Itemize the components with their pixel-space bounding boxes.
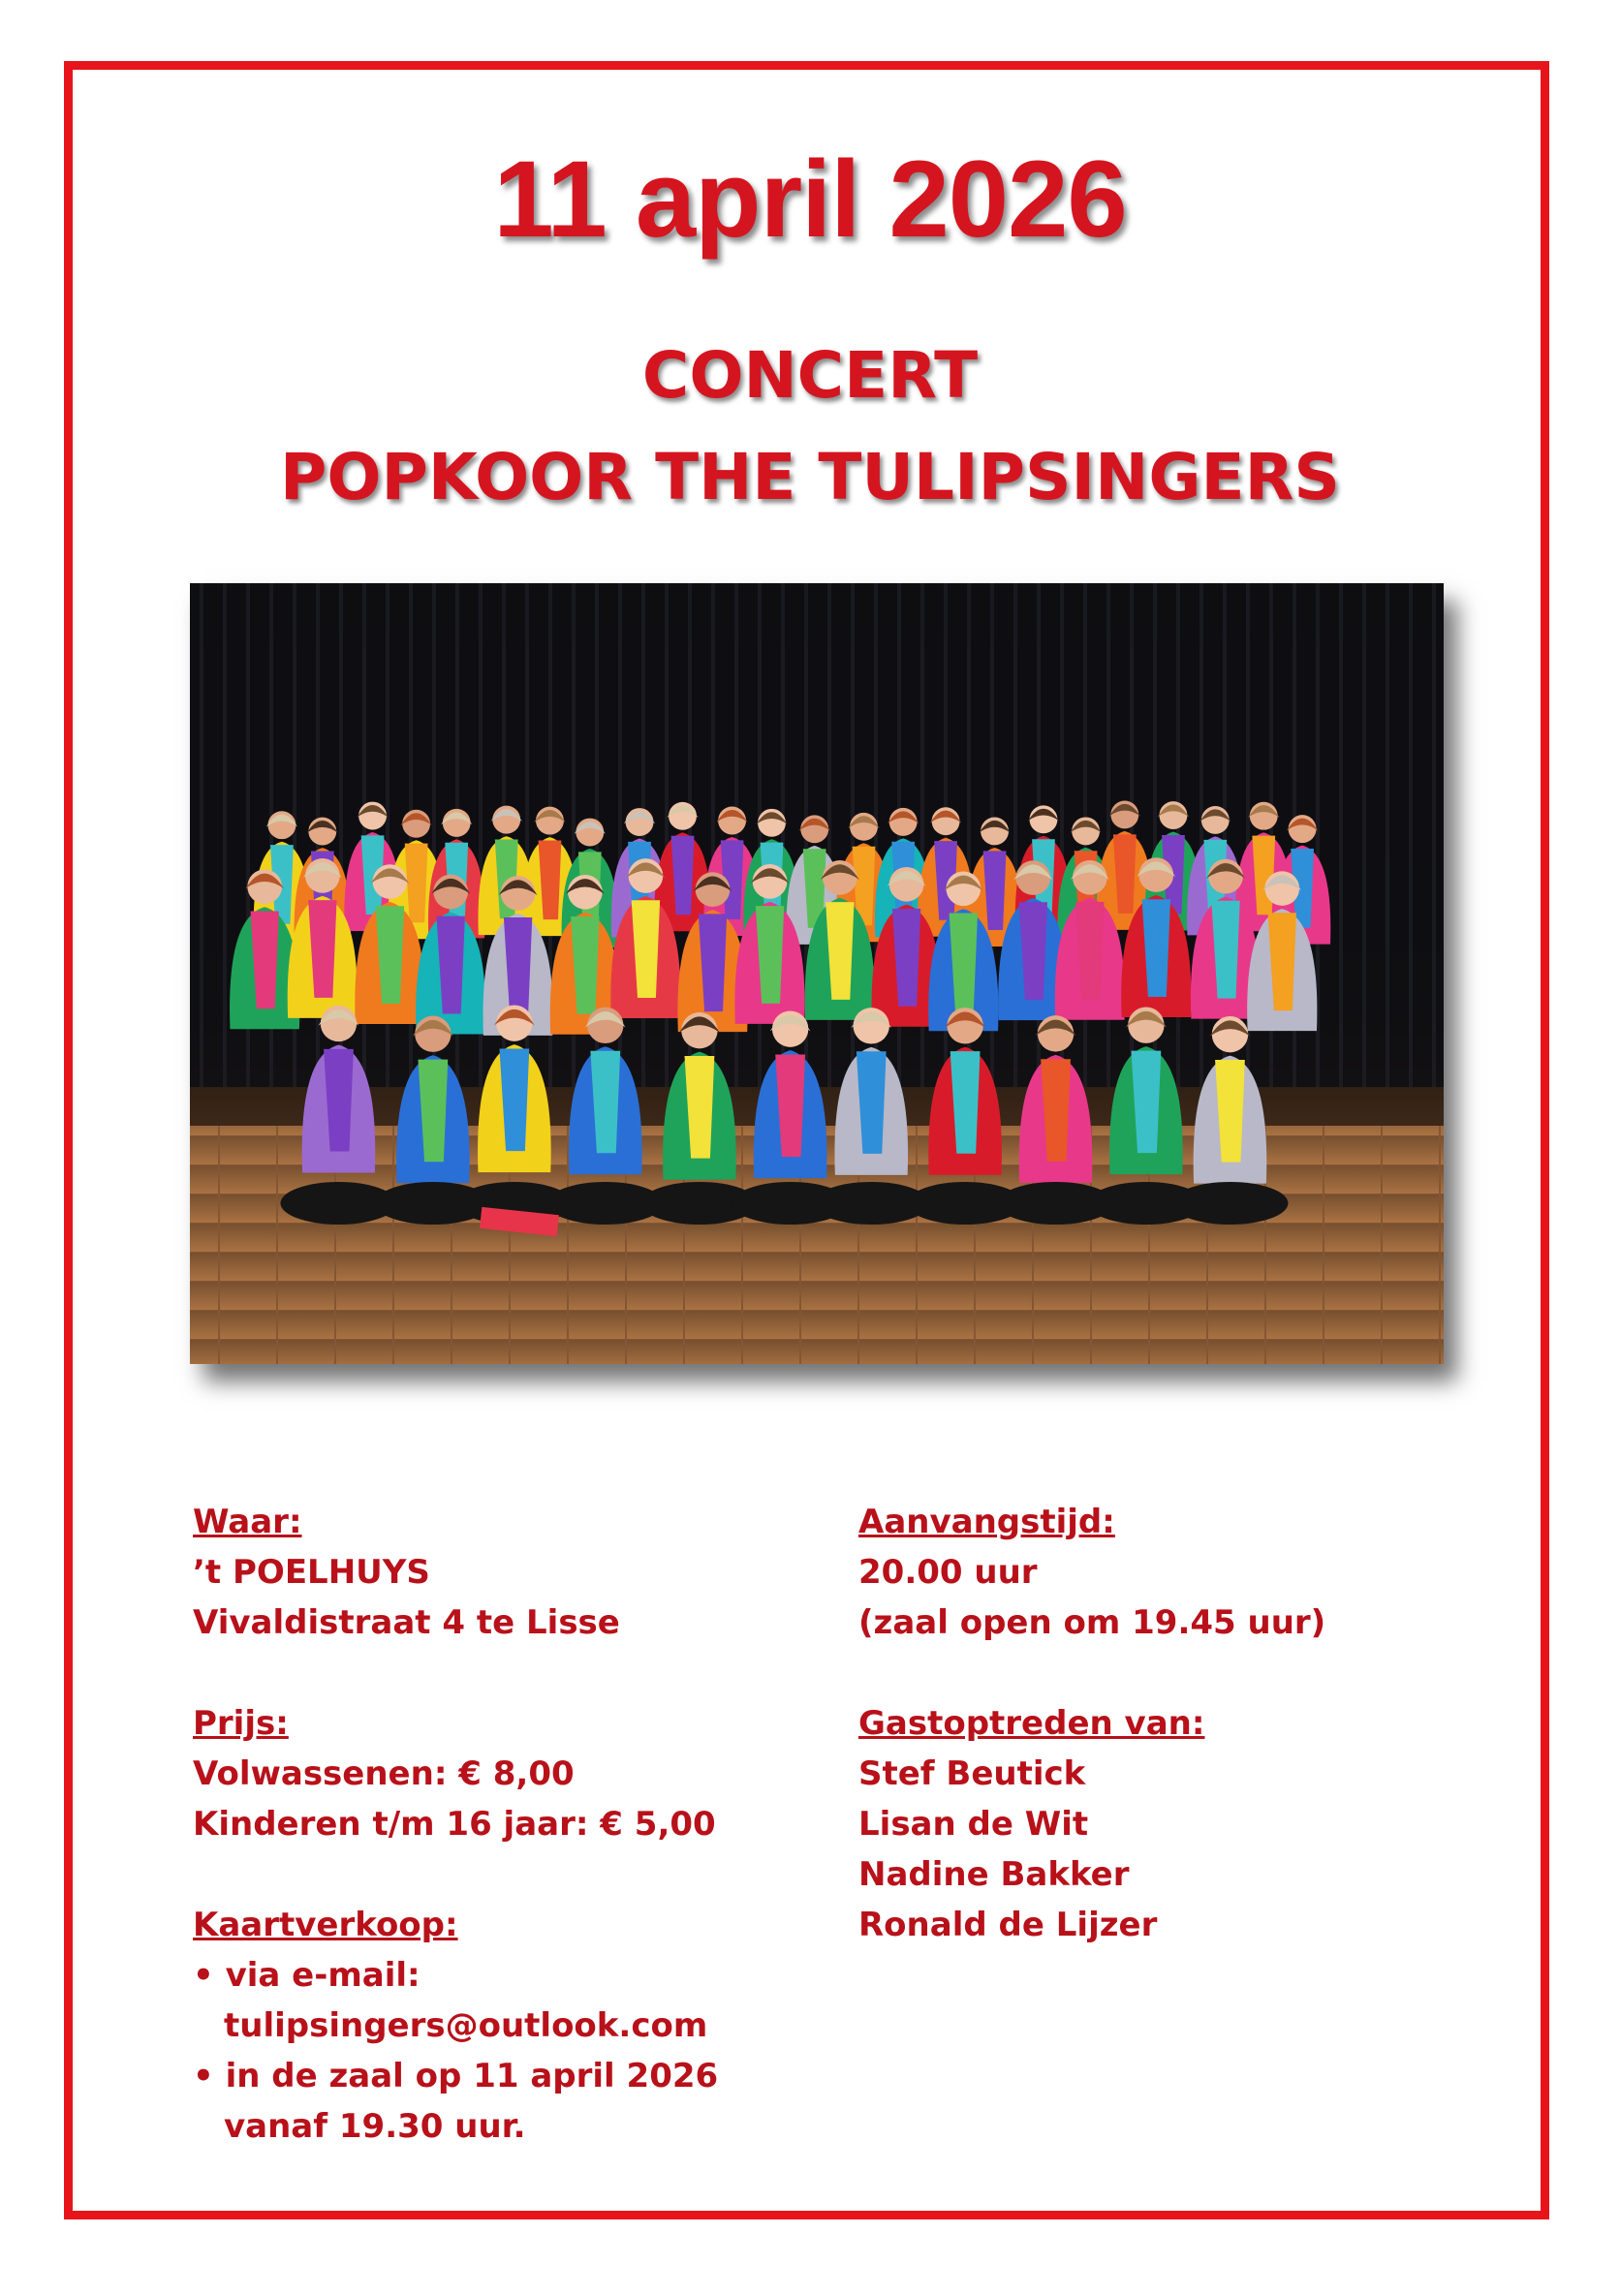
sale-item-email-label: • via e-mail:	[193, 1956, 421, 1995]
concert-date: 11 april 2026	[493, 139, 1127, 260]
venue-address: Vivaldistraat 4 te Lisse	[193, 1603, 620, 1642]
aanvangstijd-heading: Aanvangstijd:	[858, 1503, 1115, 1541]
info-right-column	[858, 1497, 1537, 1950]
prijs-heading: Prijs:	[193, 1704, 289, 1743]
doors-open-time: (zaal open om 19.45 uur)	[858, 1603, 1326, 1642]
start-time: 20.00 uur	[858, 1553, 1038, 1592]
sale-venue-time: vanaf 19.30 uur.	[224, 2107, 526, 2146]
guest-heading: Gastoptreden van:	[858, 1704, 1205, 1743]
price-children: Kinderen t/m 16 jaar: € 5,00	[193, 1805, 716, 1844]
guest-name: Ronald de Lijzer	[858, 1906, 1158, 1944]
kaartverkoop-heading: Kaartverkoop:	[193, 1906, 458, 1944]
sale-item-venue-label: • in de zaal op 11 april 2026	[193, 2057, 719, 2095]
guest-name: Stef Beutick	[858, 1754, 1086, 1793]
guest-name: Lisan de Wit	[858, 1805, 1089, 1844]
price-adults: Volwassenen: € 8,00	[193, 1754, 575, 1793]
sale-email-address: tulipsingers@outlook.com	[224, 2006, 708, 2045]
waar-heading: Waar:	[193, 1503, 302, 1541]
headline-concert: CONCERT	[641, 338, 979, 413]
info-left-column	[193, 1497, 871, 2152]
venue-name: ’t POELHUYS	[193, 1553, 430, 1592]
guest-name: Nadine Bakker	[858, 1855, 1130, 1894]
choir-group-photo	[190, 583, 1444, 1364]
headline-choir-name: POPKOOR THE TULIPSINGERS	[280, 440, 1340, 514]
